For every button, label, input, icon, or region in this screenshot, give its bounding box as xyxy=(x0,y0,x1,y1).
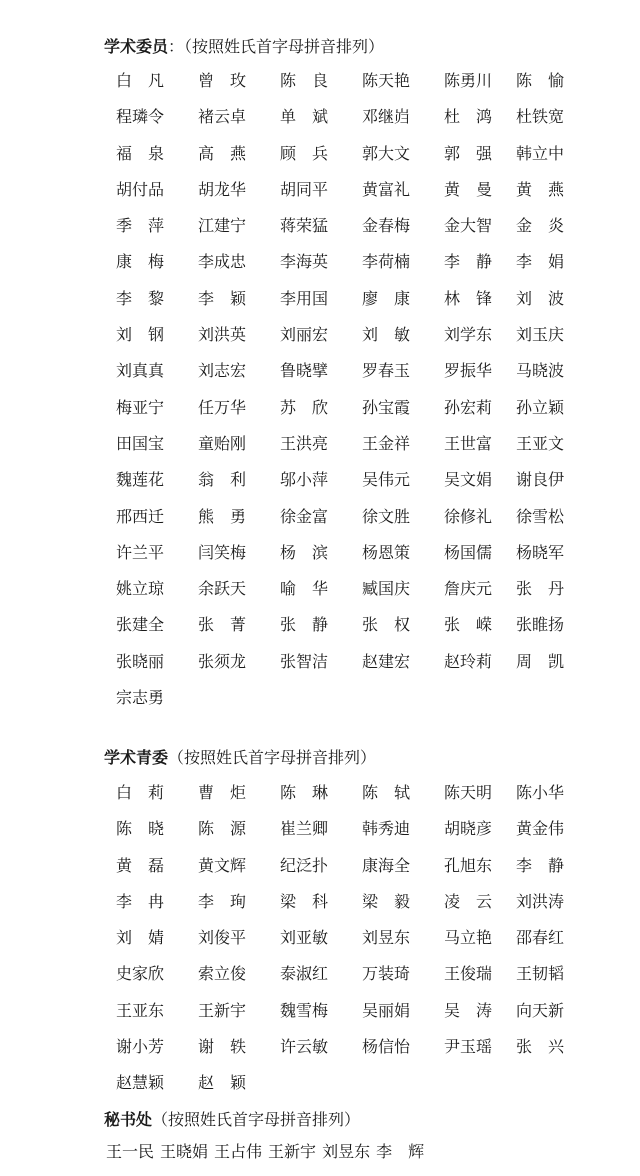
committee-member: 杨晓军 xyxy=(516,542,565,562)
committee-member: 郭大文 xyxy=(362,143,411,163)
youth-member: 索立俊 xyxy=(198,964,247,984)
committee-member: 梅亚宁 xyxy=(116,397,165,417)
committee-member: 姚立琼 xyxy=(116,579,165,599)
committee-heading xyxy=(104,37,384,57)
youth-member: 陈 琳 xyxy=(280,783,329,802)
committee-member: 王金祥 xyxy=(362,433,411,453)
committee-member: 徐金富 xyxy=(280,506,329,526)
committee-member: 徐雪松 xyxy=(516,506,565,526)
youth-member: 凌 云 xyxy=(444,891,493,911)
youth-member: 陈天明 xyxy=(444,783,493,802)
committee-member: 程璘令 xyxy=(116,107,165,127)
committee-member: 杨国儒 xyxy=(444,542,493,562)
youth-member: 万装琦 xyxy=(362,964,411,984)
committee-member: 马晓波 xyxy=(516,361,565,381)
committee-member: 任万华 xyxy=(198,397,247,417)
youth-member-grid xyxy=(116,778,586,1105)
committee-member: 陈 愉 xyxy=(516,71,565,90)
committee-member: 张建全 xyxy=(116,615,165,635)
youth-member: 胡晓彦 xyxy=(444,819,493,839)
youth-member: 李 珣 xyxy=(198,891,247,911)
committee-member: 周 凯 xyxy=(516,651,565,671)
youth-member: 谢 轶 xyxy=(198,1037,247,1057)
youth-member: 刘 婧 xyxy=(116,928,165,948)
youth-member: 梁 毅 xyxy=(362,891,411,911)
committee-member: 闫笑梅 xyxy=(198,542,247,562)
committee-member: 陈天艳 xyxy=(362,71,411,90)
committee-member: 张 静 xyxy=(280,615,329,635)
youth-member: 许云敏 xyxy=(280,1037,329,1057)
youth-member: 刘亚敏 xyxy=(280,928,329,948)
committee-member: 刘 波 xyxy=(516,288,565,308)
youth-member: 刘洪涛 xyxy=(516,891,565,911)
committee-member: 罗春玉 xyxy=(362,361,411,381)
youth-note: （按照姓氏首字母拼音排列） xyxy=(168,748,377,767)
youth-member: 赵 颖 xyxy=(198,1073,247,1093)
secretariat-heading xyxy=(104,1110,360,1130)
youth-member: 向天新 xyxy=(516,1000,565,1020)
secretariat-title: 秘书处 xyxy=(104,1110,153,1129)
committee-member: 宗志勇 xyxy=(116,688,165,708)
committee-member: 邬小萍 xyxy=(280,470,329,490)
committee-member: 田国宝 xyxy=(116,433,165,453)
committee-member: 李成忠 xyxy=(198,252,247,272)
committee-member: 刘丽宏 xyxy=(280,325,329,345)
youth-member: 王俊瑞 xyxy=(444,964,493,984)
committee-member: 李荷楠 xyxy=(362,252,411,272)
committee-member: 赵建宏 xyxy=(362,651,411,671)
secretariat-member-row xyxy=(106,1140,430,1164)
committee-member: 刘玉庆 xyxy=(516,325,565,345)
youth-member: 黄金伟 xyxy=(516,819,565,839)
committee-member: 杨 滨 xyxy=(280,542,329,562)
secretariat-member: 李 辉 xyxy=(376,1142,425,1161)
committee-member: 童贻刚 xyxy=(198,433,247,453)
committee-member: 张须龙 xyxy=(198,651,247,671)
committee-member: 徐修礼 xyxy=(444,506,493,526)
committee-member: 林 锋 xyxy=(444,288,493,308)
committee-member: 李 静 xyxy=(444,252,493,272)
committee-member: 康 梅 xyxy=(116,252,165,272)
youth-member: 李 冉 xyxy=(116,891,165,911)
committee-member: 金大智 xyxy=(444,216,493,236)
committee-member: 鲁晓擘 xyxy=(280,361,329,381)
committee-member: 孙宝霞 xyxy=(362,397,411,417)
committee-member: 顾 兵 xyxy=(280,143,329,163)
youth-member: 陈 轼 xyxy=(362,783,411,802)
committee-member: 金 炎 xyxy=(516,216,565,236)
committee-member: 张睢扬 xyxy=(516,615,565,635)
youth-member: 赵慧颖 xyxy=(116,1073,165,1093)
youth-member: 黄文辉 xyxy=(198,855,247,875)
committee-member: 黄 燕 xyxy=(516,179,565,199)
committee-title: 学术委员 xyxy=(104,37,169,56)
committee-member: 张智洁 xyxy=(280,651,329,671)
committee-member: 胡龙华 xyxy=(198,179,247,199)
youth-member: 魏雪梅 xyxy=(280,1000,329,1020)
youth-member: 马立艳 xyxy=(444,928,493,948)
committee-member: 李 娟 xyxy=(516,252,565,272)
committee-member: 王世富 xyxy=(444,433,493,453)
committee-member: 高 燕 xyxy=(198,143,247,163)
committee-member: 福 泉 xyxy=(116,143,165,163)
committee-member: 刘洪英 xyxy=(198,325,247,345)
committee-member: 王洪亮 xyxy=(280,433,329,453)
youth-member: 陈小华 xyxy=(516,783,565,802)
committee-member: 张 嵘 xyxy=(444,615,493,635)
committee-member: 胡同平 xyxy=(280,179,329,199)
youth-member: 韩秀迪 xyxy=(362,819,411,839)
committee-member: 张 菁 xyxy=(198,615,247,635)
youth-member: 尹玉瑶 xyxy=(444,1037,493,1057)
youth-member: 吴丽娟 xyxy=(362,1000,411,1020)
committee-member: 熊 勇 xyxy=(198,506,247,526)
committee-member: 曾 玫 xyxy=(198,71,247,90)
secretariat-member: 刘昱东 xyxy=(322,1142,371,1161)
committee-member: 蒋荣猛 xyxy=(280,216,329,236)
committee-member: 吴伟元 xyxy=(362,470,411,490)
committee-member: 季 萍 xyxy=(116,216,165,236)
committee-member: 邓继岿 xyxy=(362,107,411,127)
secretariat-member: 王新宇 xyxy=(268,1142,317,1161)
committee-member: 詹庆元 xyxy=(444,579,493,599)
youth-member: 王韧韬 xyxy=(516,964,565,984)
committee-member: 邢西迁 xyxy=(116,506,165,526)
committee-member: 许兰平 xyxy=(116,542,165,562)
youth-member: 史家欣 xyxy=(116,964,165,984)
committee-note: ：（按照姓氏首字母拼音排列） xyxy=(168,37,385,56)
secretariat-member: 王占伟 xyxy=(214,1142,263,1161)
youth-member: 吴 涛 xyxy=(444,1000,493,1020)
youth-member: 王新宇 xyxy=(198,1000,247,1020)
committee-member: 刘真真 xyxy=(116,361,165,381)
youth-member: 邵春红 xyxy=(516,928,565,948)
youth-member: 孔旭东 xyxy=(444,855,493,875)
committee-member: 李 黎 xyxy=(116,288,165,308)
secretariat-member: 王晓娟 xyxy=(160,1142,209,1161)
committee-member: 江建宁 xyxy=(198,216,247,236)
committee-member: 谢良伊 xyxy=(516,470,565,490)
committee-member: 白 凡 xyxy=(116,71,165,90)
committee-member: 黄富礼 xyxy=(362,179,411,199)
committee-member: 刘学东 xyxy=(444,325,493,345)
committee-member: 徐文胜 xyxy=(362,506,411,526)
committee-member: 黄 曼 xyxy=(444,179,493,199)
committee-member: 陈勇川 xyxy=(444,71,493,90)
youth-member: 刘昱东 xyxy=(362,928,411,948)
youth-heading xyxy=(104,748,376,768)
committee-member: 吴文娟 xyxy=(444,470,493,490)
committee-member: 陈 良 xyxy=(280,71,329,90)
youth-member: 泰淑红 xyxy=(280,964,329,984)
youth-member: 谢小芳 xyxy=(116,1037,165,1057)
youth-member: 黄 磊 xyxy=(116,855,165,875)
youth-title: 学术青委 xyxy=(104,748,169,767)
youth-member: 陈 源 xyxy=(198,819,247,839)
committee-member: 刘 钢 xyxy=(116,325,165,345)
youth-member: 王亚东 xyxy=(116,1000,165,1020)
committee-member: 李用国 xyxy=(280,288,329,308)
committee-member: 翁 利 xyxy=(198,470,247,490)
committee-member: 喻 华 xyxy=(280,579,329,599)
committee-member: 刘 敏 xyxy=(362,325,411,345)
committee-member: 郭 强 xyxy=(444,143,493,163)
committee-member-grid xyxy=(116,66,586,719)
youth-member: 纪泛扑 xyxy=(280,855,329,875)
youth-member: 白 莉 xyxy=(116,783,165,802)
committee-member: 臧国庆 xyxy=(362,579,411,599)
youth-member: 崔兰卿 xyxy=(280,819,329,839)
youth-member: 陈 晓 xyxy=(116,819,165,839)
committee-member: 张晓丽 xyxy=(116,651,165,671)
youth-member: 曹 炬 xyxy=(198,783,247,802)
committee-member: 苏 欣 xyxy=(280,397,329,417)
youth-member: 康海全 xyxy=(362,855,411,875)
committee-member: 张 丹 xyxy=(516,579,565,599)
committee-member: 杜铁宽 xyxy=(516,107,565,127)
youth-member: 刘俊平 xyxy=(198,928,247,948)
committee-member: 李 颖 xyxy=(198,288,247,308)
committee-member: 单 斌 xyxy=(280,107,329,127)
youth-member: 李 静 xyxy=(516,855,565,875)
youth-member: 杨信怡 xyxy=(362,1037,411,1057)
committee-member: 金春梅 xyxy=(362,216,411,236)
committee-member: 杜 鸿 xyxy=(444,107,493,127)
committee-member: 余跃天 xyxy=(198,579,247,599)
committee-member: 刘志宏 xyxy=(198,361,247,381)
committee-member: 李海英 xyxy=(280,252,329,272)
youth-member: 梁 科 xyxy=(280,891,329,911)
committee-member: 胡付品 xyxy=(116,179,165,199)
committee-member: 褚云卓 xyxy=(198,107,247,127)
secretariat-note: （按照姓氏首字母拼音排列） xyxy=(152,1110,361,1129)
committee-member: 张 权 xyxy=(362,615,411,635)
committee-member: 孙宏莉 xyxy=(444,397,493,417)
committee-member: 赵玲莉 xyxy=(444,651,493,671)
committee-member: 魏莲花 xyxy=(116,470,165,490)
committee-member: 韩立中 xyxy=(516,143,565,163)
committee-member: 廖 康 xyxy=(362,288,411,308)
youth-member: 张 兴 xyxy=(516,1037,565,1057)
committee-member: 孙立颖 xyxy=(516,397,565,417)
committee-member: 罗振华 xyxy=(444,361,493,381)
secretariat-member: 王一民 xyxy=(106,1142,155,1161)
committee-member: 王亚文 xyxy=(516,433,565,453)
committee-member: 杨恩策 xyxy=(362,542,411,562)
